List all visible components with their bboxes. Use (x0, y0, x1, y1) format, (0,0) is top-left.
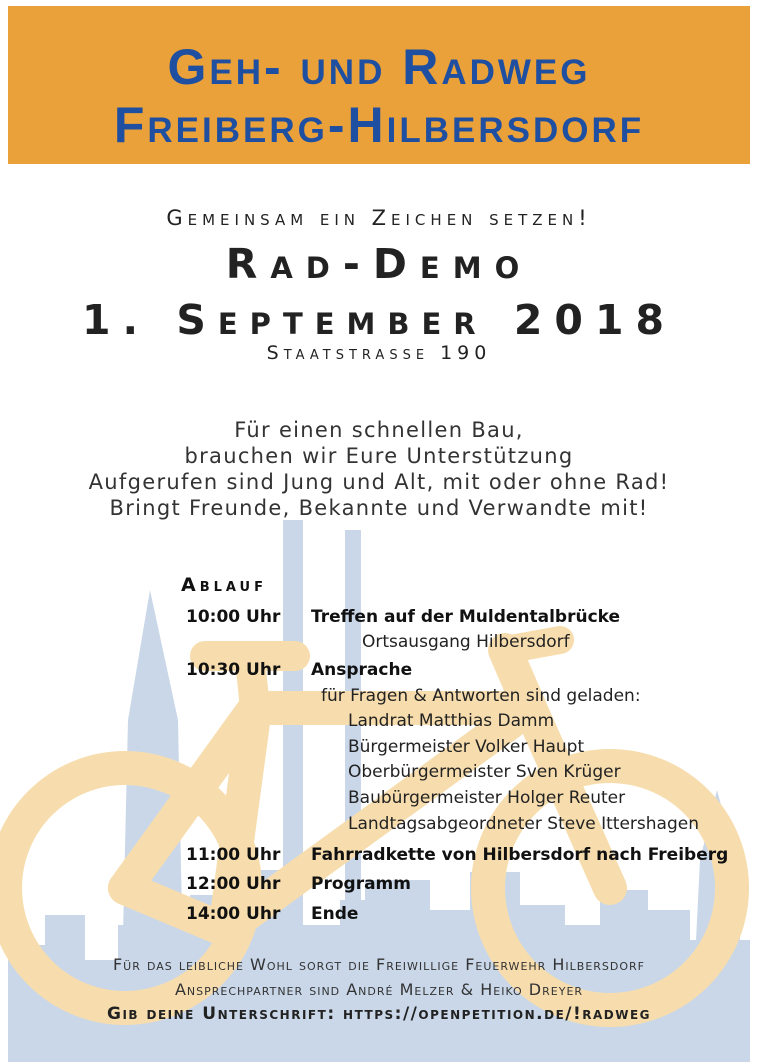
schedule-time: 14:00 Uhr (186, 904, 281, 924)
schedule-event: Ende (311, 904, 359, 924)
schedule-time: 10:00 Uhr (186, 607, 281, 627)
event-tagline: Gemeinsam ein Zeichen setzen! (166, 206, 592, 230)
header-title-line-1: Geh- und Radweg (167, 39, 591, 95)
guest-name: Oberbürgermeister Sven Krüger (348, 762, 621, 782)
schedule-event: Fahrradkette von Hilbersdorf nach Freiberg (311, 845, 729, 865)
event-title: Rad-Demo (225, 240, 533, 288)
schedule-heading: Ablauf (181, 574, 267, 596)
guest-name: Bürgermeister Volker Haupt (348, 737, 585, 757)
footer-petition-link[interactable]: Gib deine Unterschrift: https://openpetition.de/!radweg (107, 1004, 651, 1024)
call-line-2: brauchen wir Eure Unterstützung (184, 444, 574, 468)
call-line-4: Bringt Freunde, Bekannte und Verwandte mit! (109, 496, 649, 520)
footer-catering-note: Für das leibliche Wohl sorgt die Freiwillige Feuerwehr Hilbersdorf (112, 955, 646, 974)
schedule-event-detail: für Fragen & Antworten sind geladen: (321, 686, 641, 706)
event-date: 1. September 2018 (81, 296, 677, 344)
schedule-time: 12:00 Uhr (186, 874, 281, 894)
call-line-1: Für einen schnellen Bau, (234, 418, 524, 442)
footer-contacts: Ansprechpartner sind André Melzer & Heiko Dreyer (174, 980, 584, 999)
schedule-time: 11:00 Uhr (186, 845, 281, 865)
schedule-event-detail: Ortsausgang Hilbersdorf (362, 632, 570, 652)
guest-name: Baubürgermeister Holger Reuter (348, 788, 626, 808)
event-location: Staatstrasse 190 (266, 342, 492, 364)
call-line-3: Aufgerufen sind Jung und Alt, mit oder ohne Rad! (88, 470, 670, 494)
guest-name: Landrat Matthias Damm (348, 711, 555, 731)
schedule-event: Treffen auf der Muldentalbrücke (311, 607, 621, 627)
schedule-event: Ansprache (311, 660, 413, 680)
header-title-line-2: Freiberg-Hilbersdorf (113, 97, 645, 153)
schedule-event: Programm (311, 874, 411, 894)
schedule-time: 10:30 Uhr (186, 660, 281, 680)
guest-name: Landtagsabgeordneter Steve Ittershagen (348, 814, 699, 834)
